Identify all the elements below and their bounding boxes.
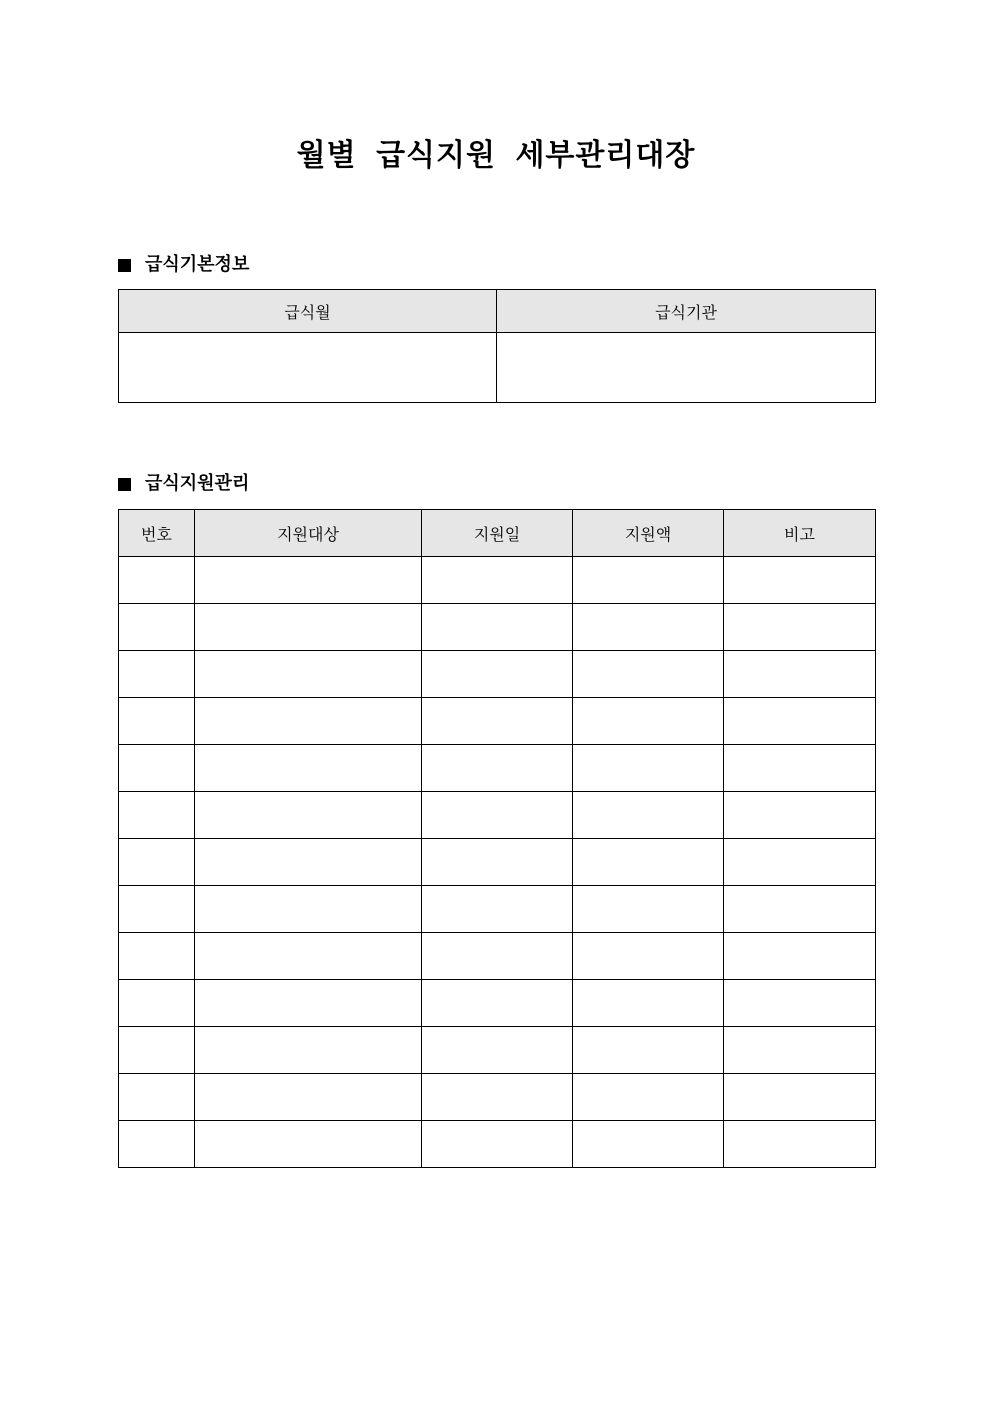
number-cell[interactable]	[119, 557, 195, 604]
table-row	[119, 1121, 876, 1168]
number-cell[interactable]	[119, 1074, 195, 1121]
support-target-cell[interactable]	[195, 651, 422, 698]
remarks-cell[interactable]	[724, 792, 876, 839]
header-number: 번호	[119, 510, 195, 557]
table-header-row	[119, 290, 876, 333]
remarks-cell[interactable]	[724, 1027, 876, 1074]
number-cell[interactable]	[119, 839, 195, 886]
support-date-cell[interactable]	[422, 980, 573, 1027]
table-row	[119, 333, 876, 403]
number-cell[interactable]	[119, 1121, 195, 1168]
table-row	[119, 886, 876, 933]
table-row	[119, 933, 876, 980]
support-amount-cell[interactable]	[573, 651, 724, 698]
support-target-cell[interactable]	[195, 745, 422, 792]
table-row	[119, 980, 876, 1027]
support-target-cell[interactable]	[195, 839, 422, 886]
support-target-cell[interactable]	[195, 1074, 422, 1121]
remarks-cell[interactable]	[724, 886, 876, 933]
table-header-row	[119, 510, 876, 557]
remarks-cell[interactable]	[724, 980, 876, 1027]
support-amount-cell[interactable]	[573, 1027, 724, 1074]
support-amount-cell[interactable]	[573, 886, 724, 933]
table-row	[119, 745, 876, 792]
support-date-cell[interactable]	[422, 651, 573, 698]
header-support-target: 지원대상	[195, 510, 422, 557]
section-heading-label: 급식지원관리	[145, 473, 250, 494]
remarks-cell[interactable]	[724, 557, 876, 604]
header-support-date: 지원일	[422, 510, 573, 557]
support-amount-cell[interactable]	[573, 698, 724, 745]
number-cell[interactable]	[119, 651, 195, 698]
support-target-cell[interactable]	[195, 792, 422, 839]
support-amount-cell[interactable]	[573, 792, 724, 839]
number-cell[interactable]	[119, 792, 195, 839]
number-cell[interactable]	[119, 1027, 195, 1074]
support-date-cell[interactable]	[422, 1074, 573, 1121]
number-cell[interactable]	[119, 886, 195, 933]
support-date-cell[interactable]	[422, 698, 573, 745]
header-meal-month: 급식월	[119, 290, 497, 333]
support-date-cell[interactable]	[422, 557, 573, 604]
support-date-cell[interactable]	[422, 604, 573, 651]
support-target-cell[interactable]	[195, 933, 422, 980]
square-bullet-icon	[118, 478, 131, 491]
support-date-cell[interactable]	[422, 886, 573, 933]
support-amount-cell[interactable]	[573, 745, 724, 792]
remarks-cell[interactable]	[724, 698, 876, 745]
meal-month-field[interactable]	[119, 333, 497, 403]
remarks-cell[interactable]	[724, 1074, 876, 1121]
basic-info-table	[118, 289, 876, 403]
section-heading-support-management	[118, 472, 249, 496]
header-remarks: 비고	[724, 510, 876, 557]
support-amount-cell[interactable]	[573, 1121, 724, 1168]
support-target-cell[interactable]	[195, 980, 422, 1027]
support-target-cell[interactable]	[195, 1121, 422, 1168]
support-management-table	[118, 509, 876, 1168]
square-bullet-icon	[118, 259, 131, 272]
remarks-cell[interactable]	[724, 839, 876, 886]
support-amount-cell[interactable]	[573, 980, 724, 1027]
number-cell[interactable]	[119, 604, 195, 651]
number-cell[interactable]	[119, 745, 195, 792]
support-date-cell[interactable]	[422, 839, 573, 886]
support-table-body	[119, 557, 876, 1168]
support-target-cell[interactable]	[195, 886, 422, 933]
header-meal-institution: 급식기관	[497, 290, 876, 333]
table-row	[119, 604, 876, 651]
support-date-cell[interactable]	[422, 933, 573, 980]
support-date-cell[interactable]	[422, 745, 573, 792]
page-title: 월별 급식지원 세부관리대장	[296, 138, 696, 173]
section-heading-label: 급식기본정보	[145, 254, 250, 275]
table-row	[119, 651, 876, 698]
table-row	[119, 557, 876, 604]
header-support-amount: 지원액	[573, 510, 724, 557]
support-target-cell[interactable]	[195, 698, 422, 745]
support-target-cell[interactable]	[195, 1027, 422, 1074]
section-heading-basic-info	[118, 253, 249, 277]
support-date-cell[interactable]	[422, 1027, 573, 1074]
support-amount-cell[interactable]	[573, 557, 724, 604]
support-date-cell[interactable]	[422, 792, 573, 839]
support-target-cell[interactable]	[195, 557, 422, 604]
number-cell[interactable]	[119, 698, 195, 745]
table-row	[119, 1074, 876, 1121]
support-date-cell[interactable]	[422, 1121, 573, 1168]
support-amount-cell[interactable]	[573, 1074, 724, 1121]
table-row	[119, 698, 876, 745]
table-row	[119, 839, 876, 886]
support-target-cell[interactable]	[195, 604, 422, 651]
table-row	[119, 1027, 876, 1074]
remarks-cell[interactable]	[724, 651, 876, 698]
number-cell[interactable]	[119, 980, 195, 1027]
remarks-cell[interactable]	[724, 1121, 876, 1168]
support-amount-cell[interactable]	[573, 933, 724, 980]
remarks-cell[interactable]	[724, 933, 876, 980]
remarks-cell[interactable]	[724, 604, 876, 651]
meal-institution-field[interactable]	[497, 333, 876, 403]
remarks-cell[interactable]	[724, 745, 876, 792]
support-amount-cell[interactable]	[573, 839, 724, 886]
number-cell[interactable]	[119, 933, 195, 980]
table-row	[119, 792, 876, 839]
support-amount-cell[interactable]	[573, 604, 724, 651]
